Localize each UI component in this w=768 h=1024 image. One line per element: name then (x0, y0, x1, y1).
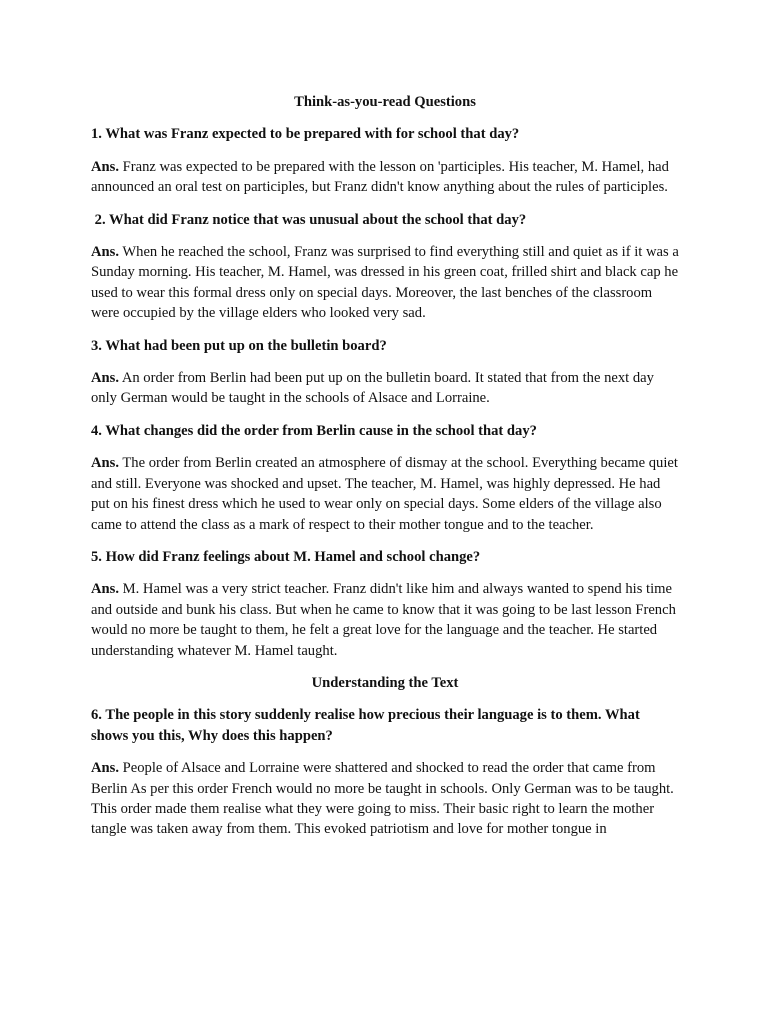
question-6: 6. The people in this story suddenly realise how precious their language is to them. What shows you this, Why does this happen? (91, 707, 640, 744)
section-heading-think-as-you-read: Think-as-you-read Questions (294, 94, 476, 110)
answer-label: Ans. (91, 760, 119, 777)
answer-text: M. Hamel was a very strict teacher. Franz didn't like him and always wanted to spend his time and outside and bunk his class. But when he came to know that it was going to be last lesson French would no more be taught to them, he felt a great love for the language and the teacher. He started understanding whatever M. Hamel taught. (91, 581, 676, 659)
section-heading-understanding-the-text: Understanding the Text (311, 674, 459, 691)
answer-label: Ans. (91, 455, 119, 472)
question-3: 3. What had been put up on the bulletin board? (91, 337, 387, 354)
answer-label: Ans. (91, 158, 119, 175)
question-1: 1. What was Franz expected to be prepared with for school that day? (91, 126, 520, 143)
answer-2 (91, 242, 679, 324)
answer-label: Ans. (91, 370, 119, 387)
answer-text: People of Alsace and Lorraine were shattered and shocked to read the order that came from Berlin As per this order French would no more be taught in schools. Only German was to be taught. This order made them realise what they were going to miss. Their basic right to learn the mother tangle was taken away from them. This evoked patriotism and love for mother tongue in (91, 760, 674, 838)
question-2: 2. What did Franz notice that was unusual about the school that day? (91, 211, 527, 228)
answer-text: An order from Berlin had been put up on the bulletin board. It stated that from the next day only German would be taught in the schools of Alsace and Lorraine. (91, 370, 654, 407)
answer-5 (91, 579, 679, 661)
document-body (91, 92, 679, 852)
answer-text: The order from Berlin created an atmosphere of dismay at the school. Everything became quiet and still. Everyone was shocked and upset. The teacher, M. Hamel, was highly depressed. He had put on his finest dress which he used to wear only on special days. Some elders of the village also came to attend the class as a mark of respect to their mother tongue and to the teacher. (91, 455, 678, 533)
answer-label: Ans. (91, 244, 119, 261)
answer-text: When he reached the school, Franz was surprised to find everything still and quiet as if it was a Sunday morning. His teacher, M. Hamel, was dressed in his green coat, frilled shirt and black cap he used to wear this formal dress only on special days. Moreover, the last benches of the classroom were occupied by the village elders who looked very sad. (91, 244, 679, 322)
answer-text: Franz was expected to be prepared with the lesson on 'participles. His teacher, M. Hamel, had announced an oral test on participles, but Franz didn't know anything about the rules of participles. (91, 158, 669, 196)
question-4: 4. What changes did the order from Berlin cause in the school that day? (91, 422, 537, 439)
answer-4 (91, 453, 679, 535)
question-5: 5. How did Franz feelings about M. Hamel and school change? (91, 548, 481, 565)
answer-label: Ans. (91, 581, 119, 598)
answer-1 (91, 157, 679, 198)
answer-3 (91, 368, 679, 409)
answer-6 (91, 758, 679, 840)
